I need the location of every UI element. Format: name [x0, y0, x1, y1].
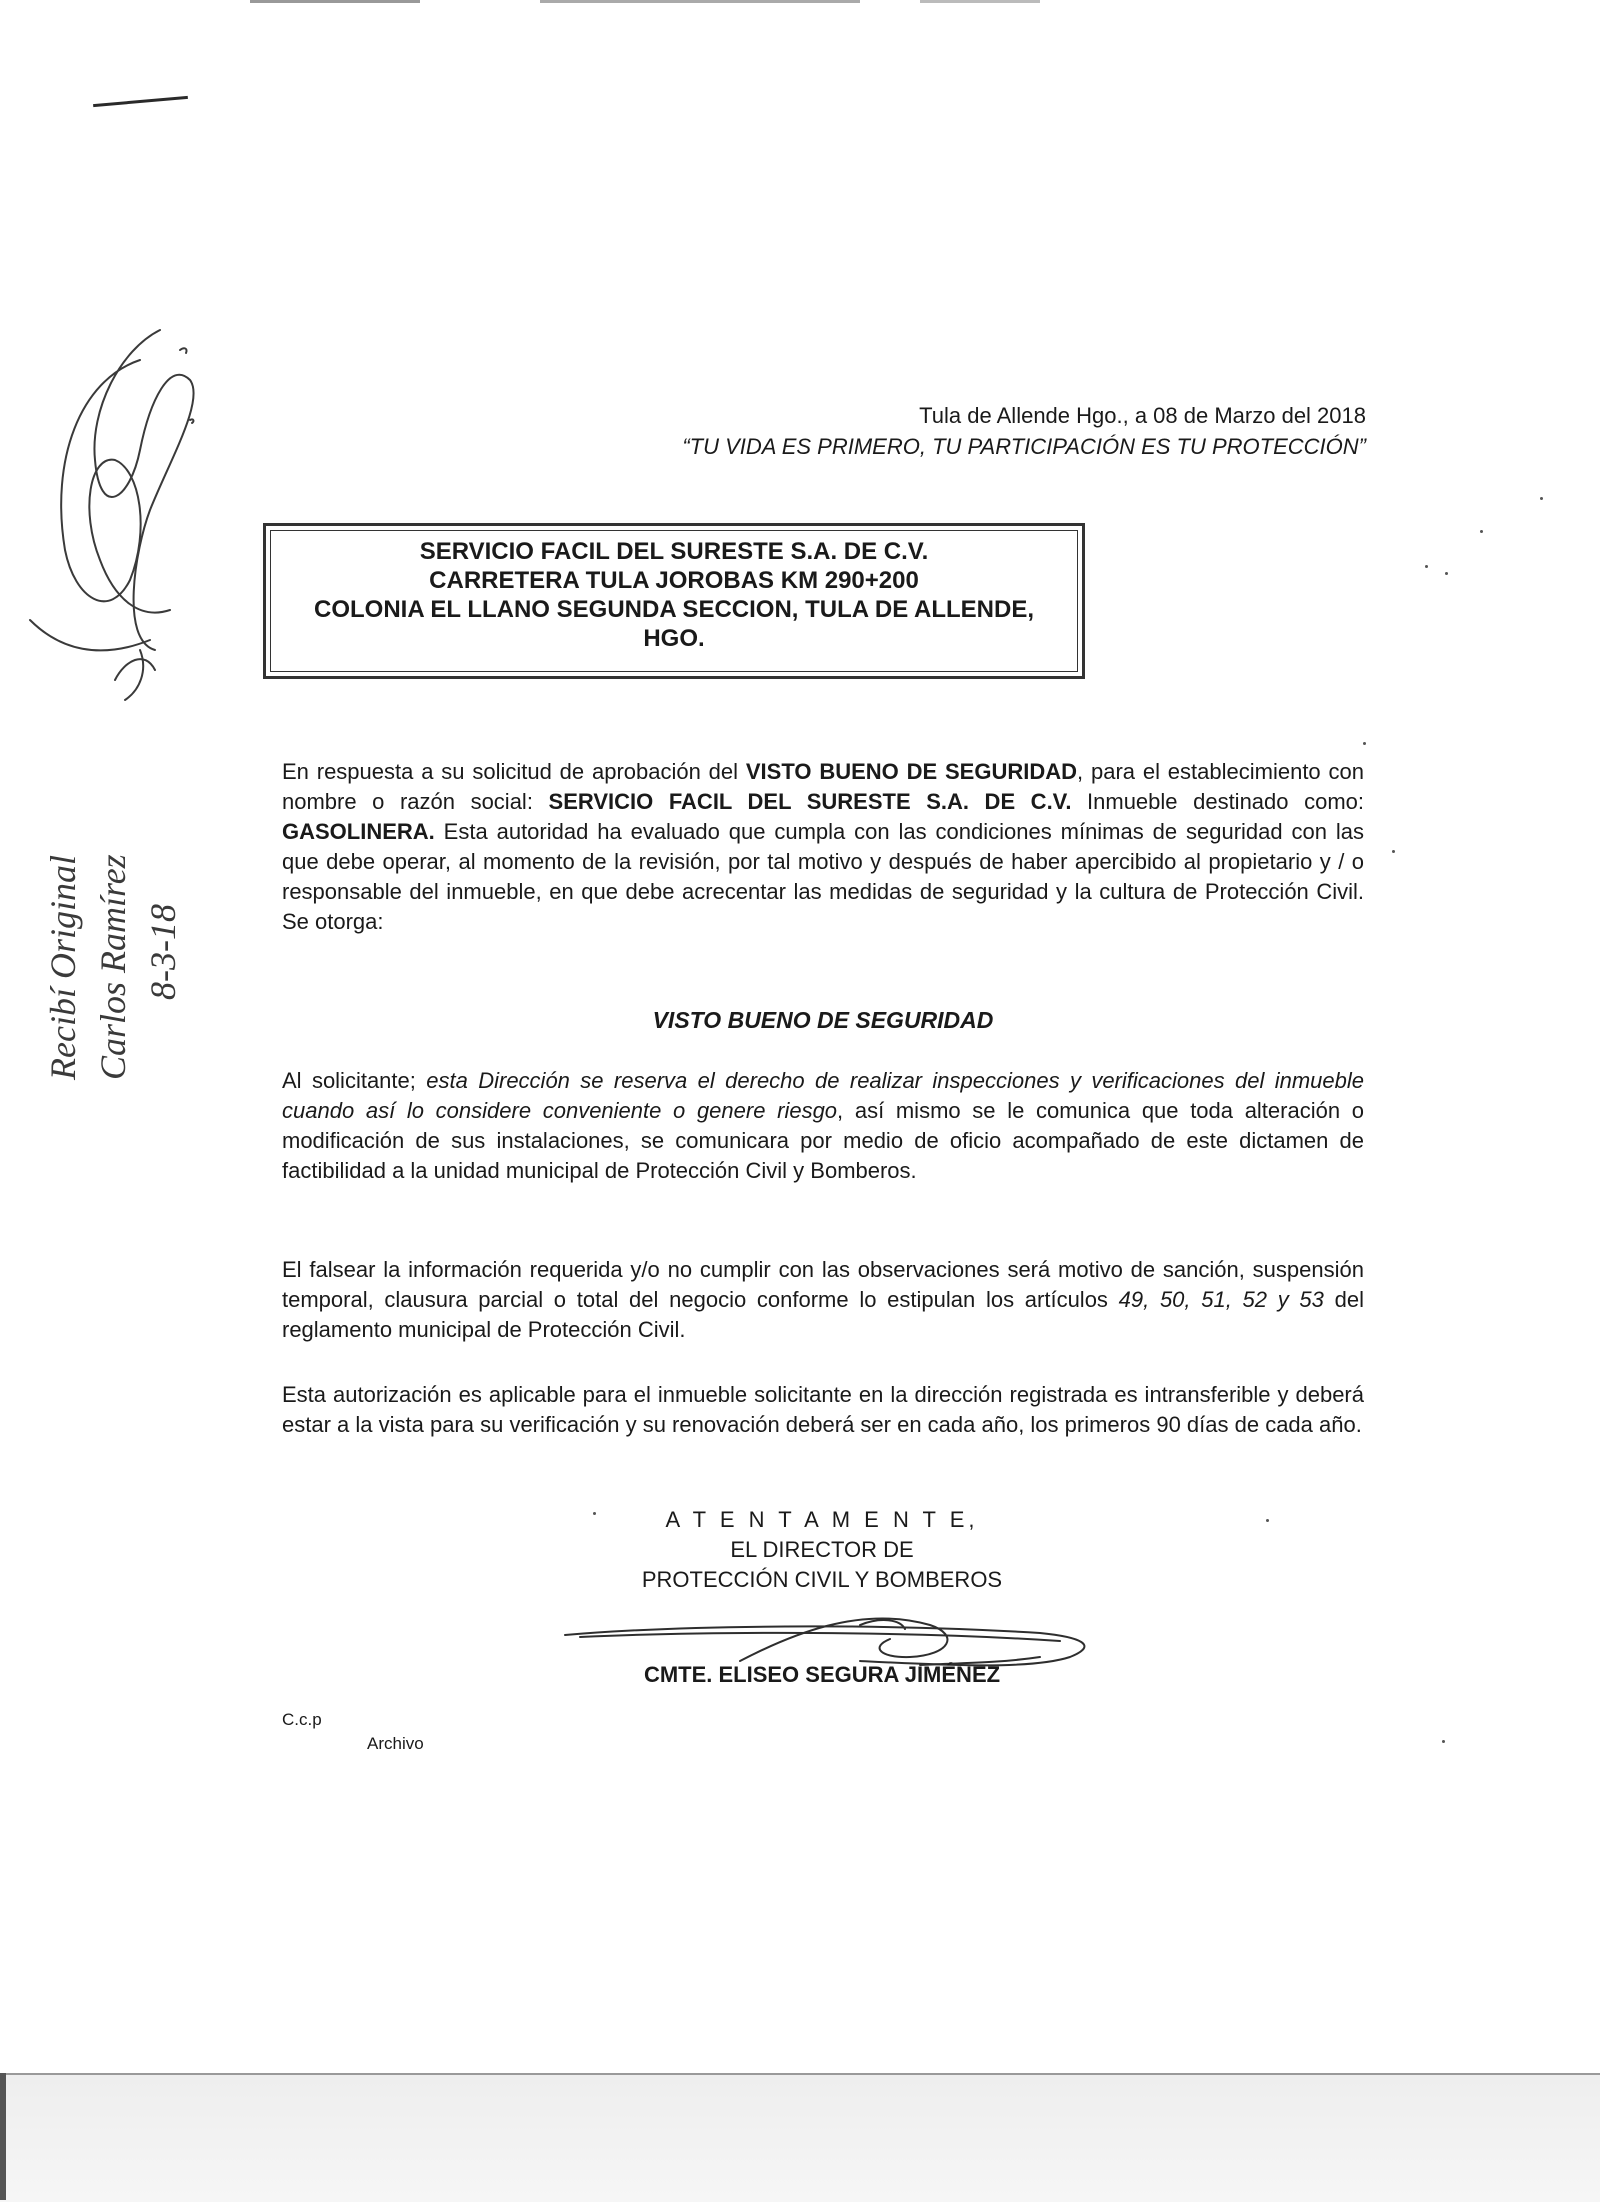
scan-left-edge [0, 2073, 6, 2200]
permit-title: VISTO BUENO DE SEGURIDAD [652, 1007, 994, 1033]
p1-permit-name: VISTO BUENO DE SEGURIDAD [745, 759, 1078, 784]
p3-text-a: El falsear la información requerida y/o no cumplir con las observaciones será motivo de sanción, suspensión temporal, clausura parcial o total del negocio conforme lo estipulan los artículos [282, 1257, 1364, 1312]
scan-speck [1480, 530, 1483, 533]
handwritten-line-received: Recibí Original [43, 855, 83, 1080]
handwritten-line-date: 8-3-18 [143, 904, 183, 1000]
recipient-address-box [263, 523, 1085, 679]
date-line: Tula de Allende Hgo., a 08 de Marzo del 2018 [919, 403, 1366, 428]
p1-text-a: En respuesta a su solicitud de aprobación del [282, 759, 746, 784]
carbon-copy-archive: Archivo [367, 1734, 424, 1753]
scan-speck [1540, 497, 1543, 500]
scan-speck [1266, 1519, 1269, 1522]
handwritten-dash-mark [93, 96, 188, 107]
p2-text-c: , así mismo se le comunica que toda alteración o modificación de sus instalaciones, se comunicara por medio de oficio acompañado de este dictamen de factibilidad a la unidad municipal de Protección Civil y Bomberos. [282, 1098, 1364, 1183]
recipient-colonia: COLONIA EL LLANO SEGUNDA SECCION, TULA DE ALLENDE, [313, 596, 1034, 623]
scan-speck [1425, 565, 1428, 568]
closing-salutation: A T E N T A M E N T E, [665, 1507, 979, 1532]
p1-text-c: , para el establecimiento con nombre o razón social: [282, 759, 1364, 814]
p3-articles: 49, 50, 51, 52 y 53 [1118, 1287, 1324, 1312]
handwritten-receipt-note [20, 320, 220, 1100]
paragraph-reservation-rights [282, 1066, 1364, 1186]
motto: “TU VIDA ES PRIMERO, TU PARTICIPACIÓN ES TU PROTECCIÓN” [682, 434, 1366, 459]
scan-speck [1445, 572, 1448, 575]
scan-bottom-margin [0, 2073, 1600, 2202]
scan-top-edge [0, 0, 1600, 10]
scan-speck [593, 1512, 596, 1515]
p2-text-a: Al solicitante; [282, 1068, 427, 1093]
scan-speck [1363, 742, 1366, 745]
p1-company-name: SERVICIO FACIL DEL SURESTE S.A. DE C.V. [548, 789, 1072, 814]
paragraph-authorization-validity: Esta autorización es aplicable para el inmueble solicitante en la dirección registrada es intransferible y deberá estar a la vista para su verificación y su renovación deberá ser en cada año, los primeros 90 días de cada año. [282, 1382, 1364, 1437]
scan-speck [1442, 1740, 1445, 1743]
p2-italic-clause: esta Dirección se reserva el derecho de realizar inspecciones y verificaciones del inmueble cuando así lo considere conveniente o genere riesgo [282, 1068, 1364, 1123]
signer-title-1: EL DIRECTOR DE [730, 1537, 914, 1562]
scan-speck [1392, 850, 1395, 853]
recipient-state: HGO. [643, 625, 705, 652]
carbon-copy-label: C.c.p [282, 1710, 322, 1729]
handwritten-line-name: Carlos Ramírez [93, 854, 133, 1080]
p3-text-c: del reglamento municipal de Protección Civil. [282, 1287, 1364, 1342]
p1-text-e: Inmueble destinado como: [1071, 789, 1364, 814]
paragraph-request-response [282, 757, 1364, 937]
recipient-street: CARRETERA TULA JOROBAS KM 290+200 [429, 567, 919, 594]
signer-title-2: PROTECCIÓN CIVIL Y BOMBEROS [641, 1567, 1003, 1592]
p1-text-g: Esta autoridad ha evaluado que cumpla con las condiciones mínimas de seguridad con las que debe operar, al momento de la revisión, por tal motivo y después de haber apercibido al propietario y / o responsable del inmueble, en que debe acrecentar las medidas de seguridad y la cultura de Protección Civil. Se otorga: [282, 819, 1364, 934]
signer-name: CMTE. ELISEO SEGURA JIMÉNEZ [643, 1662, 1001, 1687]
paragraph-sanctions [282, 1255, 1364, 1345]
recipient-company-name: SERVICIO FACIL DEL SURESTE S.A. DE C.V. [419, 538, 929, 565]
signature-block [582, 1505, 1062, 1595]
recipient-address-inner [270, 530, 1078, 672]
p1-property-type: GASOLINERA. [282, 819, 435, 844]
